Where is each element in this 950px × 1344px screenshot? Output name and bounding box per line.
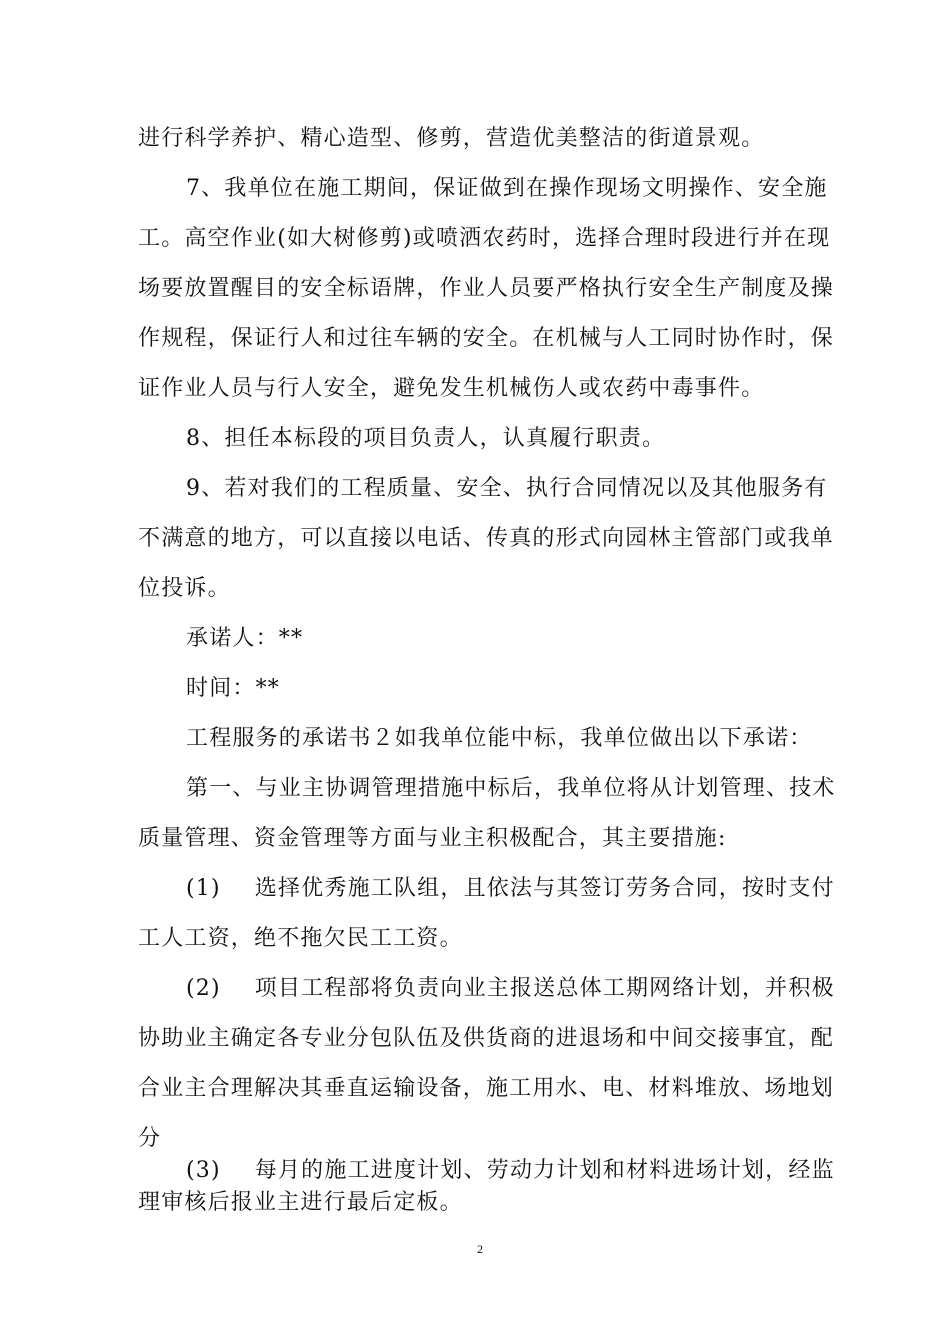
list-item-2: [186, 974, 835, 1004]
text-line: 理审核后报业主进行最后定板。: [138, 1190, 463, 1215]
text-line: 工。高空作业(如大树修剪)或喷洒农药时，选择合理时段进行并在现: [138, 226, 831, 251]
text-line: 证作业人员与行人安全，避免发生机械伤人或农药中毒事件。: [138, 376, 765, 401]
list-item-1: [186, 874, 835, 904]
text-line: 8、担任本标段的项目负责人，认真履行职责。: [186, 426, 666, 451]
list-item-3: [186, 1156, 835, 1186]
text-line: 作规程，保证行人和过往车辆的安全。在机械与人工同时协作时，保: [138, 326, 835, 351]
list-marker: (1): [186, 876, 221, 901]
text-line: 协助业主确定各专业分包队伍及供货商的进退场和中间交接事宜，配: [138, 1026, 835, 1051]
list-marker: (3): [186, 1158, 221, 1183]
text-line: 进行科学养护、精心造型、修剪，营造优美整洁的街道景观。: [138, 126, 765, 151]
text-line: 场要放置醒目的安全标语牌，作业人员要严格执行安全生产制度及操: [138, 276, 835, 301]
text-line: 分: [138, 1126, 162, 1151]
text-line: 位投诉。: [138, 576, 231, 601]
text-line: 合业主合理解决其垂直运输设备，施工用水、电、材料堆放、场地划: [138, 1076, 835, 1101]
text-line: 第一、与业主协调管理措施中标后，我单位将从计划管理、技术: [186, 776, 836, 801]
list-text: 选择优秀施工队组，且依法与其签订劳务合同，按时支付: [254, 876, 835, 901]
list-text: 每月的施工进度计划、劳动力计划和材料进场计划，经监: [254, 1158, 835, 1183]
text-line: 不满意的地方，可以直接以电话、传真的形式向园林主管部门或我单: [138, 526, 835, 551]
page-number: 2: [477, 1242, 483, 1256]
text-line: 质量管理、资金管理等方面与业主积极配合，其主要措施:: [138, 826, 727, 851]
date-line: 时间：**: [186, 676, 281, 701]
text-line: 9、若对我们的工程质量、安全、执行合同情况以及其他服务有: [186, 476, 828, 501]
signatory-line: 承诺人：**: [186, 626, 304, 651]
text-line: 工人工资，绝不拖欠民工工资。: [138, 926, 463, 951]
text-line: 工程服务的承诺书２如我单位能中标，我单位做出以下承诺：: [186, 726, 813, 751]
text-line: 7、我单位在施工期间，保证做到在操作现场文明操作、安全施: [186, 176, 828, 201]
list-marker: (2): [186, 976, 221, 1001]
list-text: 项目工程部将负责向业主报送总体工期网络计划，并积极: [254, 976, 835, 1001]
